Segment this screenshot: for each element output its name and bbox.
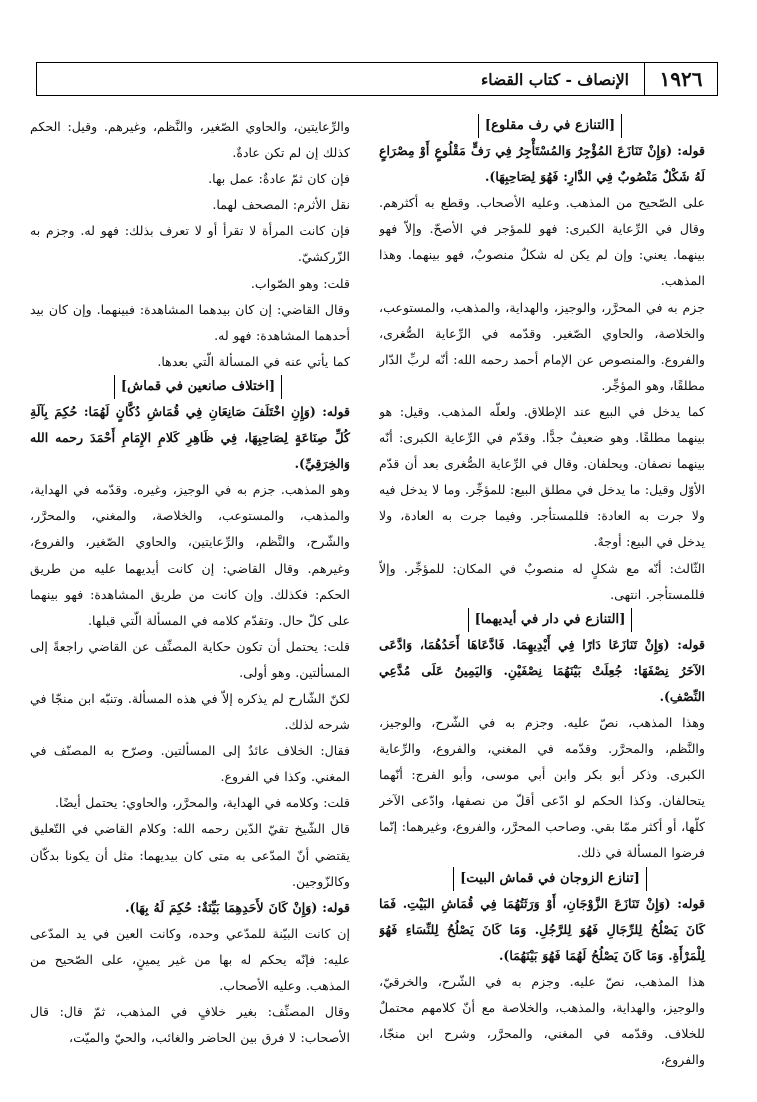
- body-paragraph: فإن كانت المرأة لا تقرأ أو لا تعرف بذلك: فهو له. وجزم به الزّركشيّ.: [30, 223, 350, 265]
- section-heading: [التنازع في رف مقلوع]: [478, 114, 622, 138]
- section-heading: [اختلاف صانعين في قماش]: [114, 375, 282, 399]
- body-paragraph: قلت: وكلامه في الهداية، والمحرَّر، والحاوي: يحتمل أيضًا.: [54, 795, 350, 811]
- body-paragraph: كما يدخل في البيع عند الإطلاق. ولعلّه المذهب. وقيل: هو بينهما مطلقًا. وهو ضعيفٌ جدًّا. وقدّم في الرِّعاية الكبرى: أنّه بينهما نصفان. ويحلفان. وقال في الرِّعاية الصُّغرى بعد أن قدّم الأوّل وقيل: ما يدخل في مطلق البيع: للمؤجِّر. وما لا يدخل فيه ولا جرت به العادة: فللمستأجر. وفيما جرت به العادة، ولا يدخل في البيع: أوجهٌ.: [379, 403, 706, 550]
- right-text-column: [379, 114, 721, 1100]
- body-paragraph: قال الشّيخ تقيّ الدّين رحمه الله: وكلام القاضي في التّعليق يقتضي أنّ المدّعى به متى كان بيديهما: مثل أن يكونا بدكّان وكالزّوجين.: [30, 821, 350, 889]
- body-paragraph: قلت: وهو الصّواب.: [250, 275, 350, 291]
- body-paragraph: الثّالث: أنّه مع شكلٍ له منصوبٌ في المكان: للمؤجِّر. وإلاّ فللمستأجر. انتهى.: [379, 560, 705, 602]
- left-text-column: [30, 114, 366, 1100]
- quoted-matn: [379, 891, 721, 969]
- quote-label: قوله:: [677, 636, 705, 652]
- body-paragraph: على الصّحيح من المذهب. وعليه الأصحاب. وقطع به أكثرهم. وقال في الرِّعاية الكبرى: فهو للمؤجر في الأصحّ. وإلاّ فهو بينهما. يعني: وإن لم يكن له شكلٌ منصوبٌ، فهو بينهما. وهذا المذهب.: [379, 195, 705, 289]
- body-paragraph: هذا المذهب، نصّ عليه. وجزم به في الشّرح، والخرقيّ، والوجيز، والهداية، والمذهب، والخلاصة مع أنّ كلامهم محتملٌ للخلاف. وقدّمه في المغني، والمحرَّر، وشرح ابن منجّا، والفروع،: [379, 973, 705, 1068]
- quote-label: قوله:: [322, 899, 350, 915]
- quoted-matn: [30, 399, 366, 477]
- quote-text: (وَإِنْ تَنَازَعَ المُؤْجِرُ وَالمُسْتَأْجِرُ فِي رَفٍّ مَقْلُوعٍ أَوْ مِصْرَاعٍ لَهُ شَكْلٌ مَنْصُوبٌ فِي الدَّارِ: فَهُوَ لِصَاحِبِهَا).: [379, 143, 705, 185]
- quote-label: قوله:: [677, 895, 705, 911]
- quote-text: (وَإِنْ كَانَ لأَحَدِهِمَا بَيِّنَةٌ: حُكِمَ لَهُ بِهَا).: [125, 899, 323, 915]
- body-paragraph: وهذا المذهب، نصّ عليه. وجزم به في الشّرح، والوجيز، والنَّظم، والمحرَّر. وقدّمه في المغني، والفروع، والرِّعاية الكبرى. وذكر أبو بكر وابن أبي موسى، وأبو الفرج: أنّهما يتحالفان. وكذا الحكم لو ادّعى أقلّ من نصفها، وادّعى الآخر كلّها، أو أكثر ممّا بقي. وصاحب المحرَّر، والفروع، وغيرهما: إنّما فرضوا المسألة في ذلك.: [379, 714, 705, 861]
- body-paragraph: قلت: يحتمل أن تكون حكاية المصنِّف عن القاضي راجعةً إلى المسألتين. وهو أولى.: [30, 638, 350, 680]
- body-paragraph: جزم به في المحرَّر، والوجيز، والهداية، والمذهب، والمستوعب، والخلاصة، والحاوي الصّغير. وقدّمه في الرِّعاية الصُّغرى، والفروع. والمنصوص عن الإمام أحمد رحمه الله: أنّه لربِّ الدّار مطلقًا، وهو المؤجِّر.: [379, 299, 705, 393]
- quote-text: (وَإِنْ تَنَازَعَ الزَّوْجَانِ، أَوْ وَرَثَتُهُمَا فِي قُمَاشِ البَيْتِ. فَمَا كَانَ يَصْلُحُ لِلرِّجَالِ فَهُوَ لِلرَّجُلِ. وَمَا كَانَ يَصْلُحُ لِلنِّسَاءِ فَهُوَ لِلْمَرْأَةِ. وَمَا كَانَ يَصْلُحُ لَهُمَا فَهُوَ بَيْنَهُمَا).: [379, 895, 705, 963]
- body-paragraph: وهو المذهب. جزم به في الوجيز، وغيره. وقدّمه في الهداية، والمذهب، والمستوعب، والخلاصة، والمغني، والمحرَّر، والشّرح، والنَّظم، والرِّعايتين، والحاوي الصّغير، والفروع، وغيرهم. وقال القاضي: إن كانت أيديهما عليه من طريق الحكم: فكذلك. وإن كانت من طريق المشاهدة: فهو بينهما على كلّ حال. وتقدّم كلامه في المسألة الّتي قبلها.: [30, 482, 350, 628]
- body-paragraph: كما يأتي عنه في المسألة الّتي بعدها.: [157, 353, 350, 369]
- header-divider: [644, 63, 646, 95]
- section-heading: [تنازع الزوجان في قماش البيت]: [453, 867, 647, 891]
- body-paragraph: وقال القاضي: إن كان بيدهما المشاهدة: فبينهما. وإن كان بيد أحدهما المشاهدة: فهو له.: [30, 301, 350, 343]
- page-number: ١٩٢٦: [659, 67, 703, 91]
- body-paragraph: فإن كان ثمّ عادةٌ: عمل بها.: [208, 171, 350, 187]
- body-paragraph: وقال المصنِّف: بغير خلافٍ في المذهب، ثمّ قال: قال الأصحاب: لا فرق بين الحاضر والغائب، والحيّ والميّت،: [30, 1004, 350, 1046]
- body-paragraph: نقل الأثرم: المصحف لهما.: [212, 197, 350, 213]
- body-paragraph: لكنّ الشّارح لم يذكره إلاّ في هذه المسألة. وتنبّه ابن منجّا في شرحه لذلك.: [30, 690, 350, 733]
- quoted-matn: [379, 632, 721, 710]
- body-paragraph: والرِّعايتين، والحاوي الصّغير، والنَّظم، وغيرهم. وقيل: الحكم كذلك إن لم تكن عادةٌ.: [30, 119, 350, 161]
- running-title: الإنصاف - كتاب القضاء: [480, 69, 629, 89]
- quote-label: قوله:: [677, 143, 705, 158]
- body-paragraph: فقال: الخلاف عائدٌ إلى المسألتين. وصرّح به المصنّف في المغني. وكذا في الفروع.: [30, 743, 350, 785]
- quote-label: قوله:: [322, 403, 350, 419]
- section-heading: [التنازع في دار في أيديهما]: [468, 608, 633, 632]
- quoted-matn: [30, 895, 366, 921]
- quote-text: (وَإِنِ اخْتَلَفَ صَانِعَانِ فِي قُمَاشِ دُكَّانٍ لَهُمَا: حُكِمَ بِآلَةِ كُلِّ صِنَاعَةٍ لِصَاحِبِهَا، فِي ظَاهِرِ كَلامِ الإِمَامِ أَحْمَدَ رحمه الله وَالخِرَقِيِّ).: [30, 403, 350, 472]
- body-paragraph: إن كانت البيّنة للمدّعي وحده، وكانت العين في يد المدّعى عليه: فإنّه يحكم له بها من غير يمينٍ، على الصّحيح من المذهب. وعليه الأصحاب.: [30, 925, 350, 993]
- quote-text: (وَإِنْ تَنَازَعَا دَارًا فِي أَيْدِيهِمَا. فَادَّعَاهَا أَحَدُهُمَا، وَادَّعَى الآخَرُ نِصْفَهَا: جُعِلَتْ بَيْنَهُمَا نِصْفَيْنِ. وَاليَمِينُ عَلَى مُدَّعِي النِّصْفِ).: [379, 636, 705, 704]
- quoted-matn: [379, 138, 721, 190]
- page-header: [36, 62, 718, 96]
